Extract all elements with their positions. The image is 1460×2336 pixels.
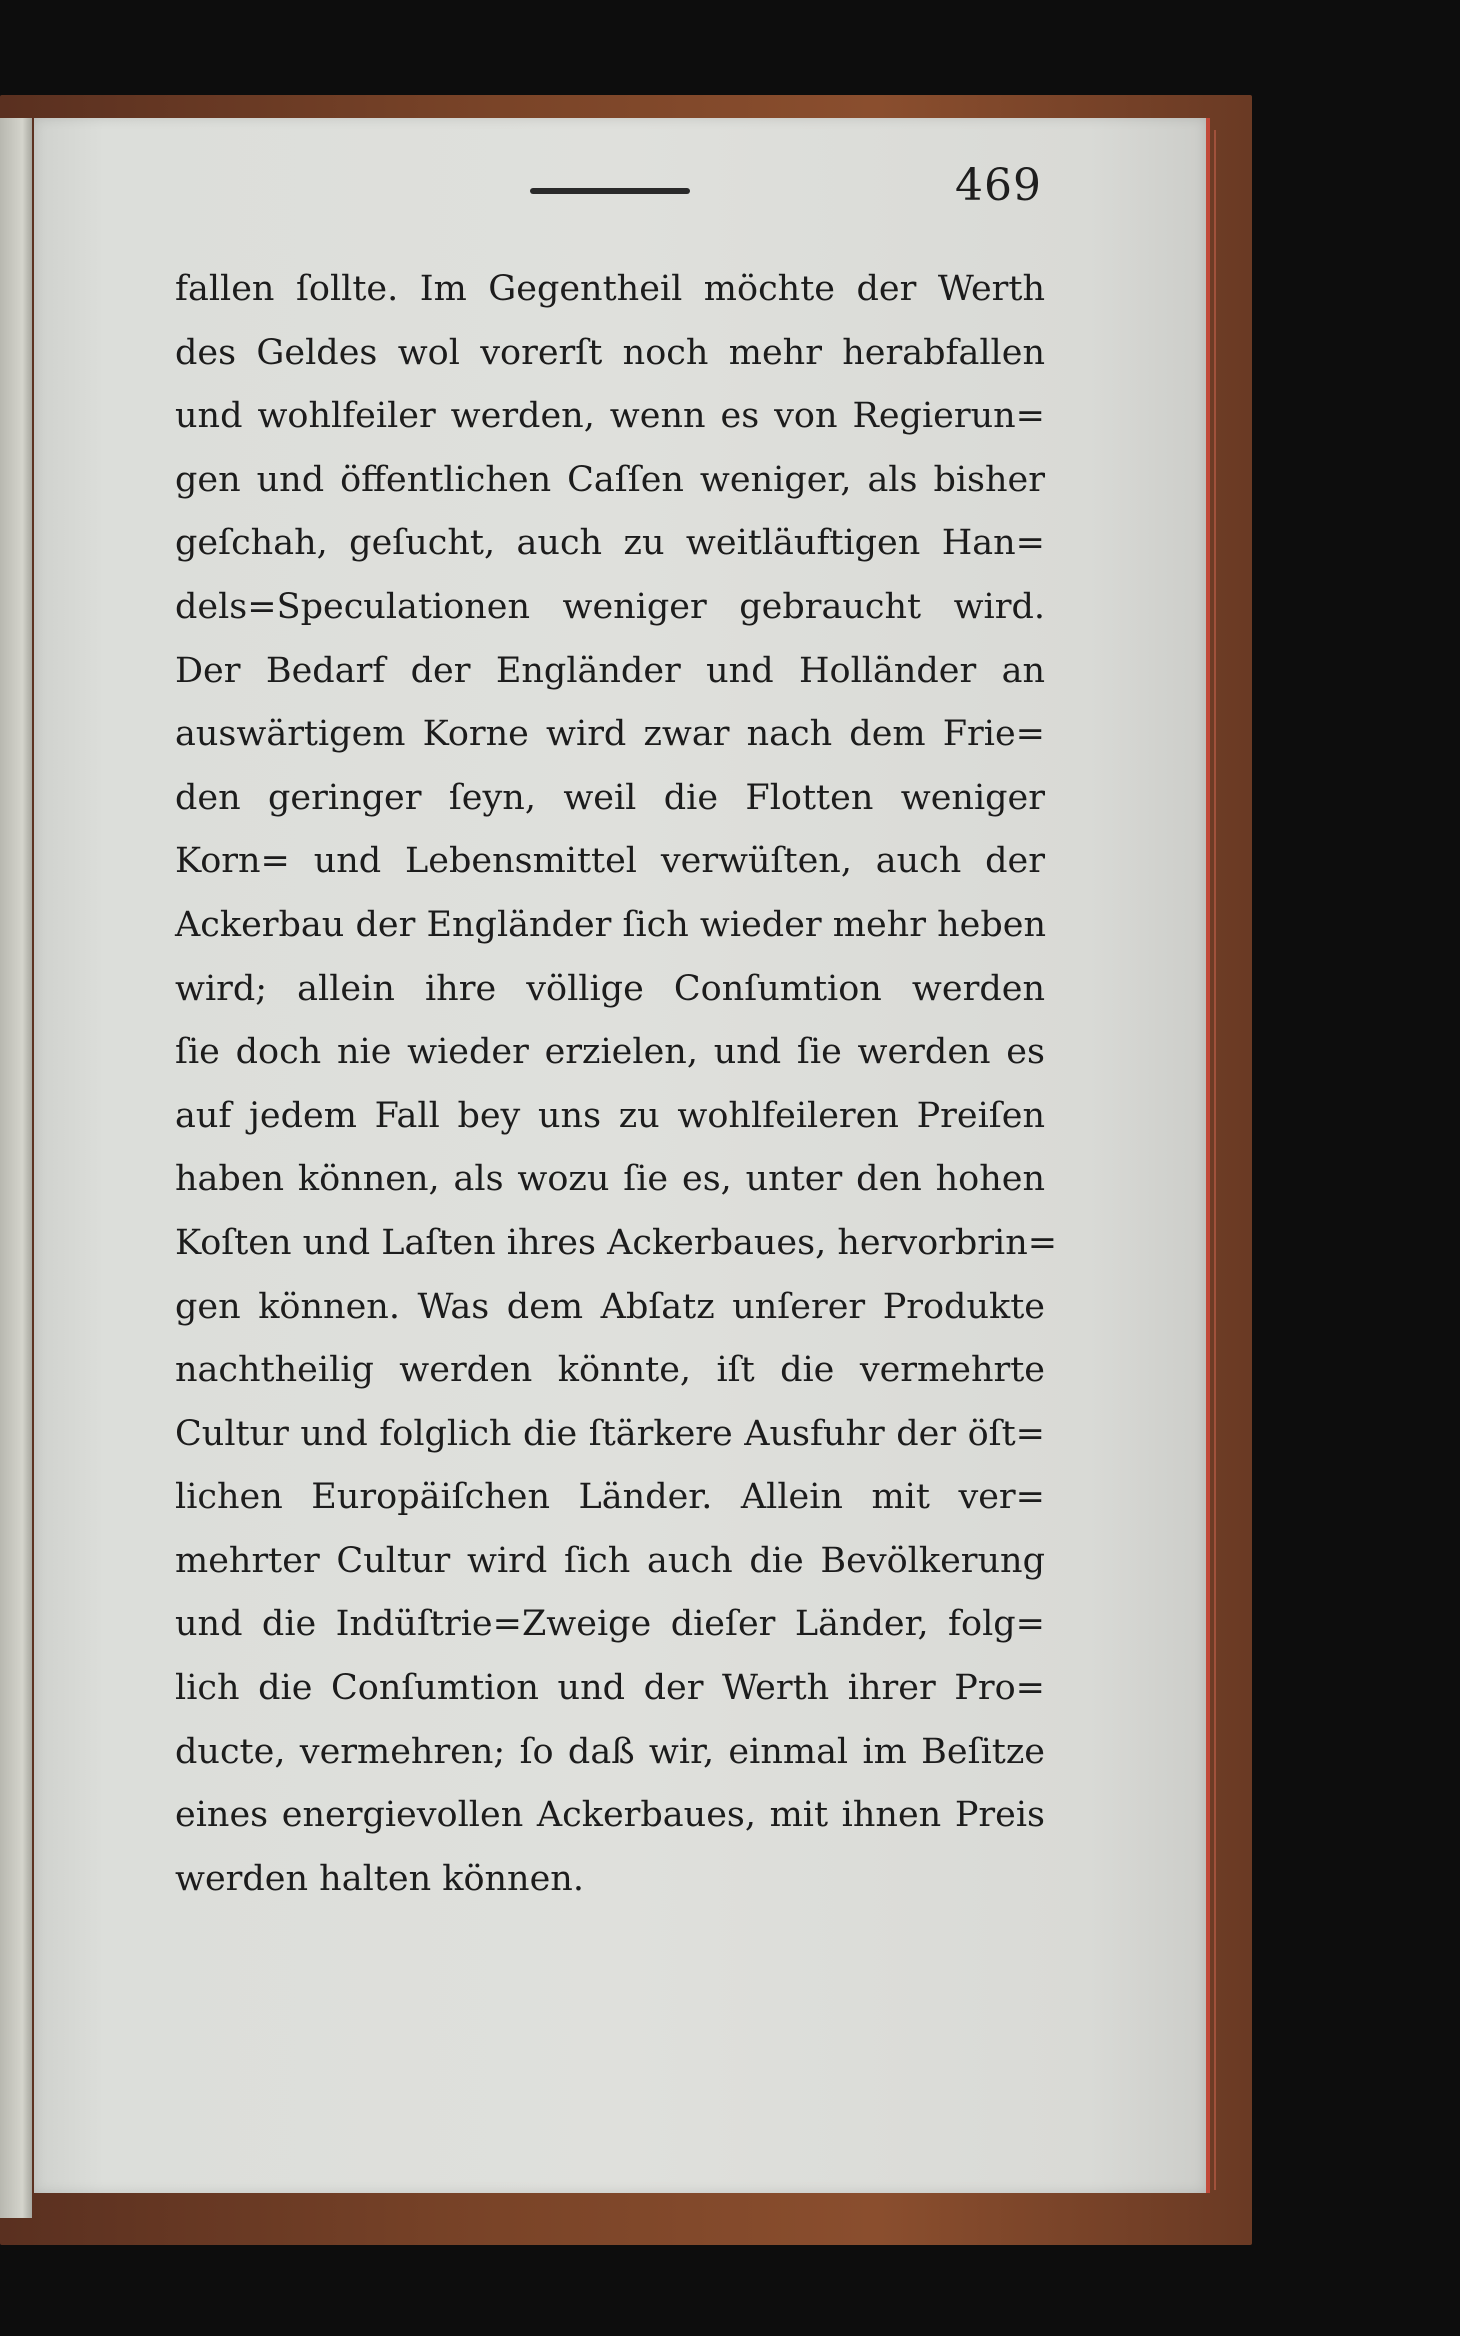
text-line: des Geldes wol vorerſt noch mehr herabfallen: [175, 332, 1045, 373]
text-line: den geringer ſeyn, weil die Flotten weniger: [175, 777, 1045, 818]
text-line: auswärtigem Korne wird zwar nach dem Frie=: [175, 714, 1045, 755]
text-line: haben können, als wozu ſie es, unter den hohen: [175, 1159, 1045, 1200]
text-line: nachtheilig werden könnte, iſt die vermehrte: [175, 1350, 1045, 1391]
text-line: Der Bedarf der Engländer und Holländer an: [175, 650, 1045, 691]
text-line: lichen Europäiſchen Länder. Allein mit ver=: [175, 1477, 1045, 1518]
text-line: eines energievollen Ackerbaues, mit ihnen Preis: [175, 1795, 1045, 1836]
page-number: 469: [955, 160, 1042, 211]
left-page-edge: [0, 118, 32, 2218]
text-line: geſchah, geſucht, auch zu weitläuftigen Han=: [175, 523, 1045, 564]
text-line: fallen ſollte. Im Gegentheil möchte der Werth: [175, 269, 1045, 309]
text-line: und wohlfeiler werden, wenn es von Regierun=: [175, 396, 1045, 437]
body-text: [175, 258, 1058, 1911]
text-line: ducte, vermehren; ſo daß wir, einmal im Beſitze: [175, 1731, 1045, 1772]
text-line: mehrter Cultur wird ſich auch die Bevölkerung: [175, 1540, 1045, 1581]
text-line: lich die Conſumtion und der Werth ihrer Pro=: [175, 1668, 1045, 1709]
text-line: Cultur und folglich die ſtärkere Ausfuhr der öſt=: [175, 1413, 1045, 1454]
text-line: gen können. Was dem Abſatz unſerer Produkte: [175, 1286, 1045, 1327]
text-line: Koſten und Laſten ihres Ackerbaues, hervorbrin=: [175, 1222, 1058, 1263]
header-rule: [530, 188, 690, 194]
text-line: gen und öffentlichen Caſſen weniger, als bisher: [175, 459, 1045, 500]
text-line: wird; allein ihre völlige Conſumtion werden: [175, 968, 1045, 1009]
text-line-last: werden halten können.: [175, 1858, 584, 1899]
text-line: und die Indüſtrie=Zweige dieſer Länder, folg=: [175, 1604, 1045, 1645]
page-red-edge: [1206, 118, 1210, 2193]
text-line: dels=Speculationen weniger gebraucht wird.: [175, 586, 1045, 627]
text-line: Korn= und Lebensmittel verwüſten, auch der: [175, 841, 1045, 882]
page-red-edge-inner: [1214, 130, 1216, 2190]
text-line: Ackerbau der Engländer ſich wieder mehr heben: [175, 904, 1046, 945]
text-line: auf jedem Fall bey uns zu wohlfeileren Preiſen: [175, 1095, 1045, 1136]
text-line: ſie doch nie wieder erzielen, und ſie werden es: [175, 1032, 1045, 1073]
